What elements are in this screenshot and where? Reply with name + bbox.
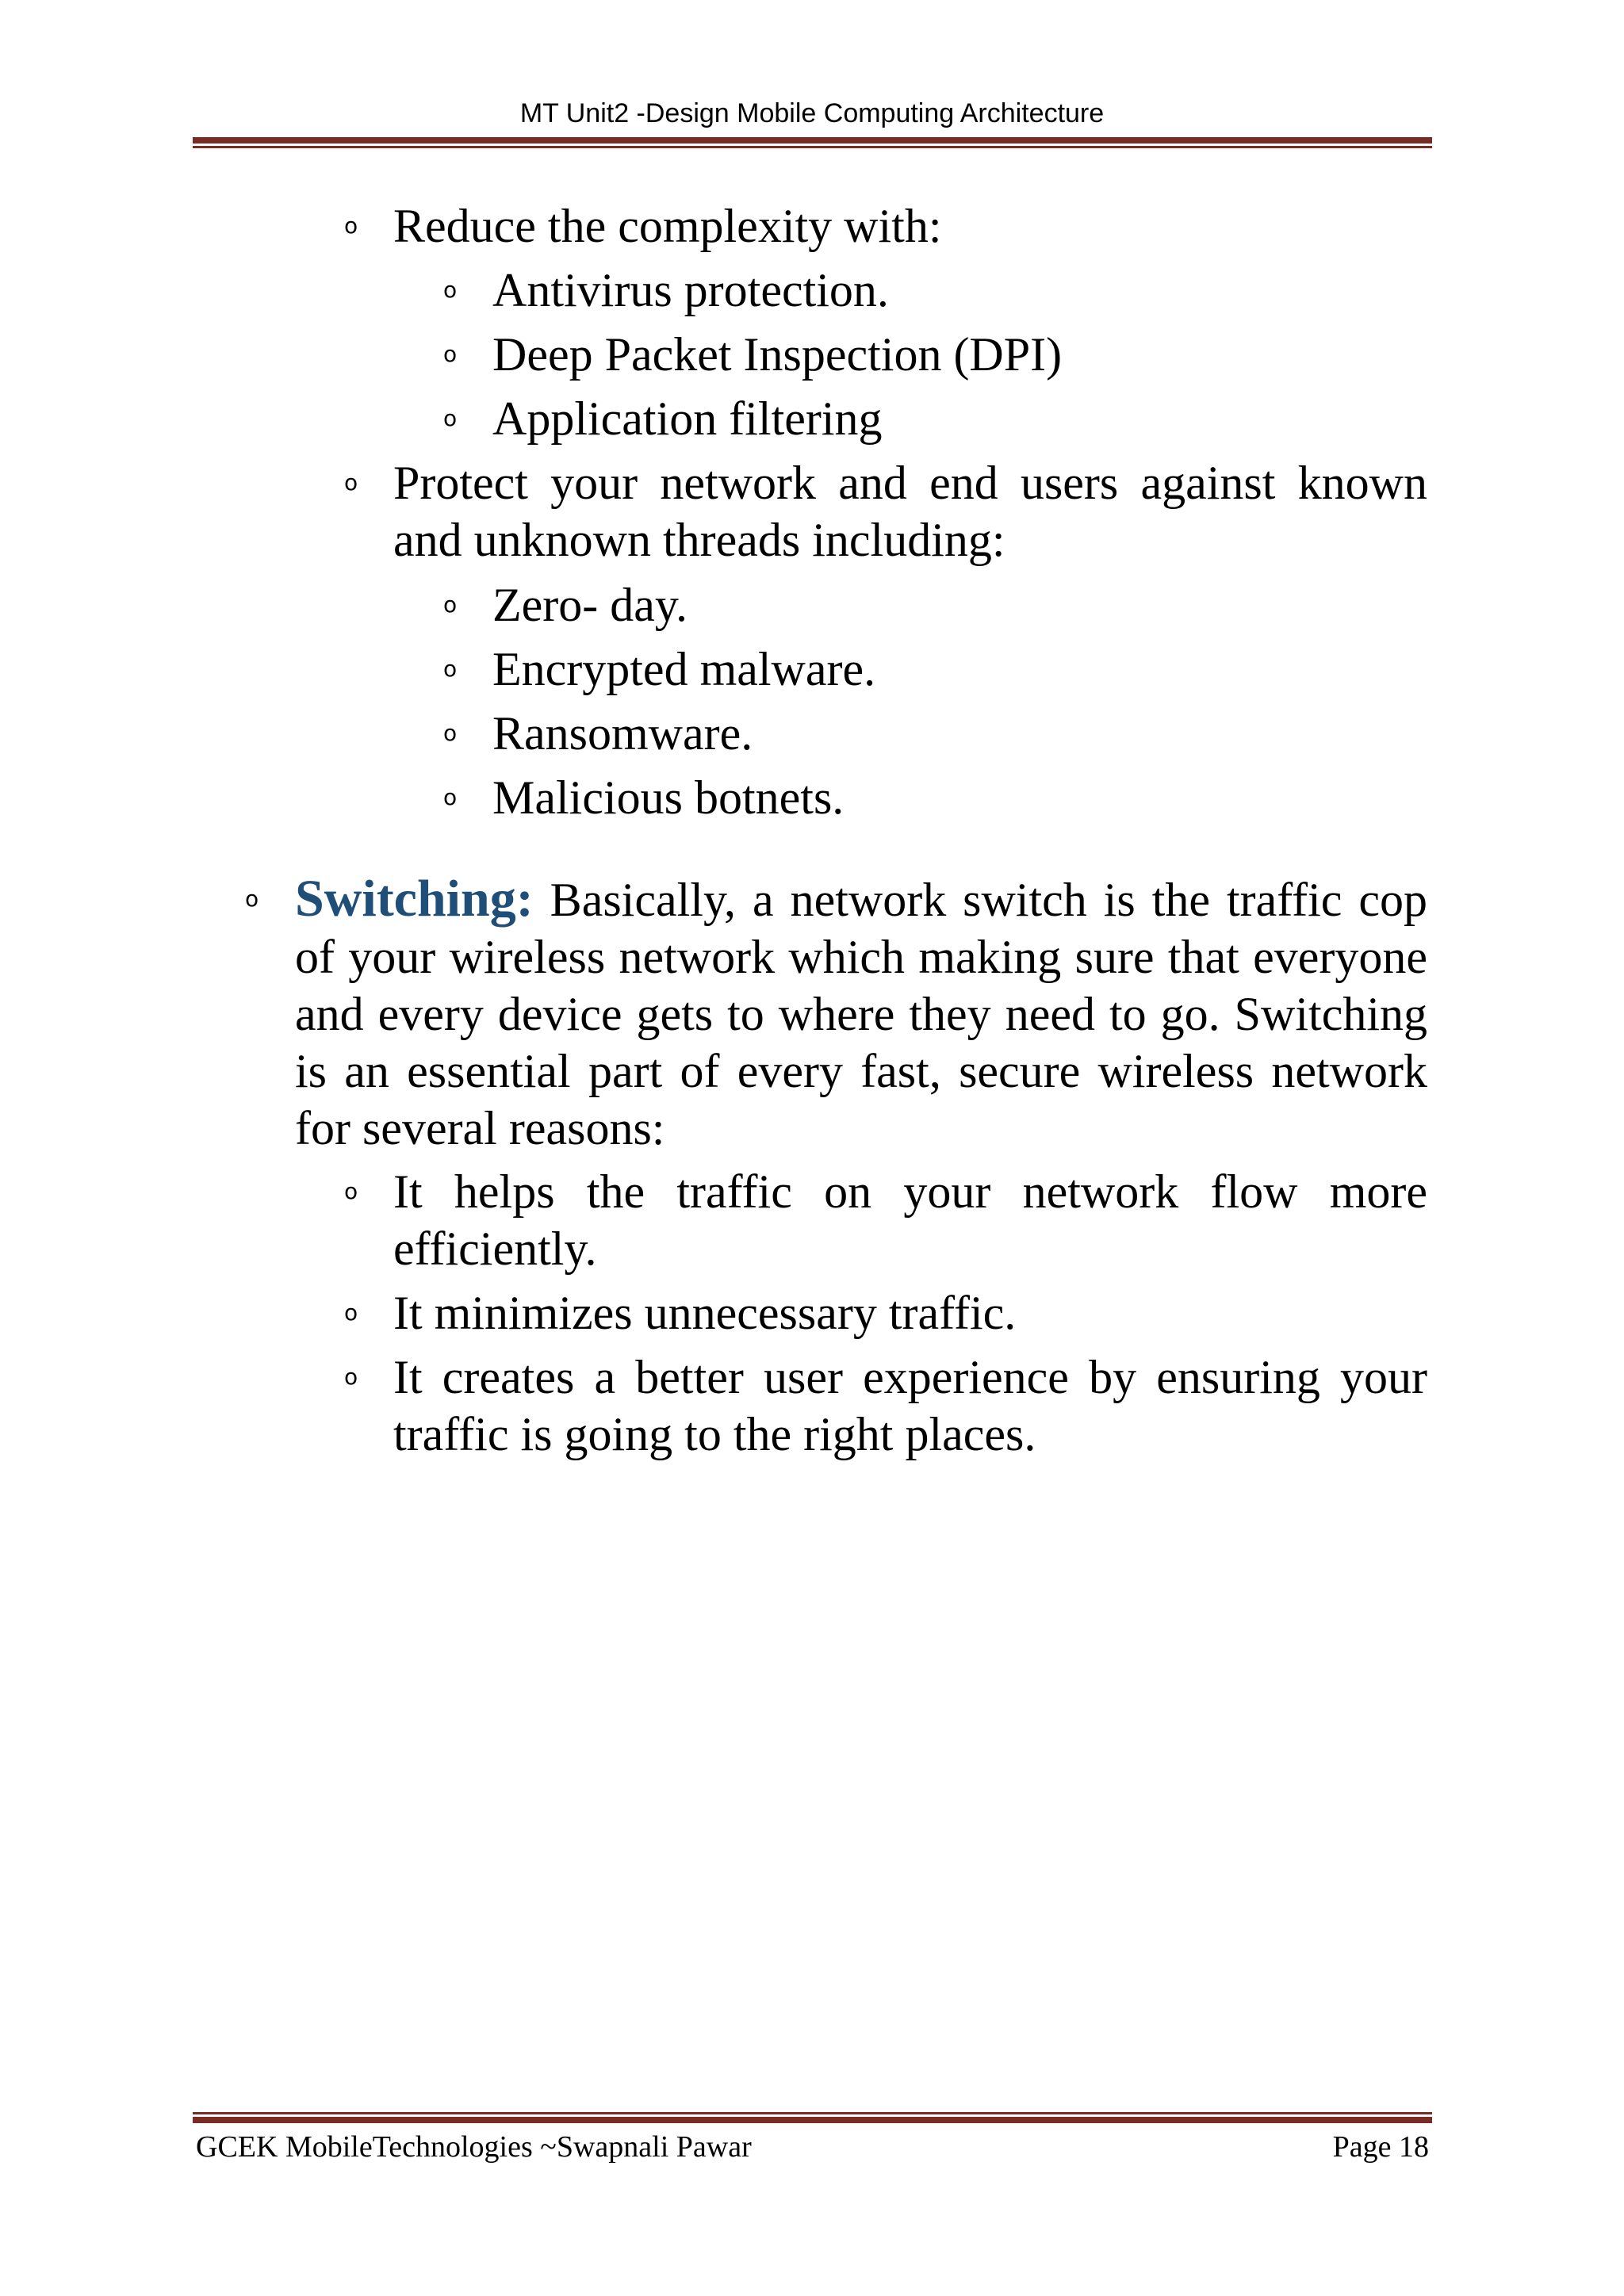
switching-description: Basically, a network switch is the traffic cop of your wireless network which making sure that everyone and every device gets to where they need to go. Switching is an essential part of every fast, secure wireless network for several reasons: [295,874,1427,1154]
bullet-icon: o [443,720,458,746]
page-header-title: MT Unit2 -Design Mobile Computing Architecture [519,98,1105,128]
term-switching: Switching: [295,870,534,928]
bullet-icon: o [443,656,458,682]
list-item: Malicious botnets. [492,771,845,824]
footer-rule [193,2112,1432,2123]
bullet-icon: o [443,591,458,618]
list-item: It minimizes unnecessary traffic. [393,1287,1017,1339]
bullet-icon: o [245,886,259,912]
switching-paragraph [295,871,1427,1157]
bullet-icon: o [443,784,458,810]
list-item: It creates a better user experience by ensuring your traffic is going to the right places. [393,1351,1427,1460]
bullet-icon: o [443,277,458,303]
bullet-icon: o [344,212,358,239]
list-item-protect: Protect your network and end users against known and unknown threads including: [393,457,1427,566]
list-item-reduce: Reduce the complexity with: [393,200,942,252]
bullet-icon: o [443,341,458,367]
footer-credit: GCEK MobileTechnologies ~Swapnali Pawar [196,2130,752,2164]
list-item: Deep Packet Inspection (DPI) [492,328,1063,381]
bullet-icon: o [344,469,358,496]
list-item: Zero- day. [492,579,688,631]
list-item: Application filtering [492,392,883,445]
bullet-icon: o [344,1299,358,1326]
bullet-icon: o [344,1364,358,1390]
list-item: Ransomware. [492,707,753,760]
list-item: Antivirus protection. [492,264,889,316]
list-item: Encrypted malware. [492,643,876,695]
page-number: Page 18 [1332,2130,1429,2164]
list-item: It helps the traffic on your network flow more efficiently. [393,1165,1427,1275]
bullet-icon: o [344,1178,358,1204]
bullet-icon: o [443,405,458,431]
